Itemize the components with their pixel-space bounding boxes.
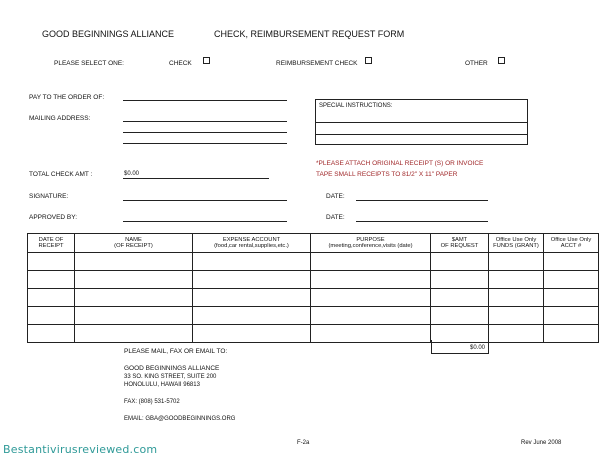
table-cell[interactable] — [489, 325, 544, 343]
instructions-line — [316, 134, 527, 135]
watermark: Bestantivirusreviewed.com — [3, 443, 158, 456]
email-address: EMAIL: GBA@GOODBEGINNINGS.ORG — [124, 416, 236, 422]
option-reimbursement-label: REIMBURSEMENT CHECK — [276, 60, 358, 67]
table-row — [28, 307, 599, 325]
approved-date-line[interactable] — [356, 221, 488, 222]
table-cell[interactable] — [193, 307, 311, 325]
table-cell[interactable] — [311, 271, 431, 289]
table-cell[interactable] — [75, 307, 193, 325]
date-label: DATE: — [326, 214, 345, 221]
special-instructions-label: SPECIAL INSTRUCTIONS: — [319, 103, 393, 109]
col-amount: $AMT OF REQUEST — [431, 234, 489, 253]
table-cell[interactable] — [75, 253, 193, 271]
pay-to-line[interactable] — [123, 100, 287, 101]
approved-by-line[interactable] — [123, 221, 287, 222]
table-cell[interactable] — [193, 289, 311, 307]
address-line-1: GOOD BEGINNINGS ALLIANCE — [124, 365, 220, 372]
table-cell[interactable] — [311, 307, 431, 325]
check-checkbox[interactable] — [203, 57, 210, 64]
form-number: F-2a — [297, 440, 310, 446]
org-name: GOOD BEGINNINGS ALLIANCE — [42, 29, 175, 39]
pay-to-label: PAY TO THE ORDER OF: — [29, 94, 105, 101]
table-cell[interactable] — [431, 289, 489, 307]
address-line-2: 33 SO. KING STREET, SUITE 200 — [124, 374, 217, 380]
instructions-line — [316, 122, 527, 123]
date-label: DATE: — [326, 193, 345, 200]
signature-line[interactable] — [123, 200, 287, 201]
table-cell[interactable] — [28, 325, 75, 343]
table-cell[interactable] — [75, 325, 193, 343]
total-check-value: $0.00 — [124, 171, 140, 177]
table-cell[interactable] — [544, 253, 599, 271]
col-date-of-receipt: DATE OF RECEIPT — [28, 234, 75, 253]
form-title: CHECK, REIMBURSEMENT REQUEST FORM — [214, 29, 405, 39]
fax-number: FAX: (808) 531-5702 — [124, 399, 180, 405]
table-cell[interactable] — [193, 325, 311, 343]
option-other-label: OTHER — [465, 60, 488, 67]
mailing-line-2[interactable] — [123, 132, 287, 133]
table-cell[interactable] — [489, 271, 544, 289]
total-check-line[interactable] — [123, 178, 269, 179]
total-check-label: TOTAL CHECK AMT : — [29, 171, 93, 178]
revision-date: Rev June 2008 — [521, 440, 562, 446]
receipt-note: *PLEASE ATTACH ORIGINAL RECEIPT (S) OR INVOICE — [316, 160, 484, 167]
table-cell[interactable] — [431, 253, 489, 271]
table-cell[interactable] — [75, 271, 193, 289]
signature-label: SIGNATURE: — [29, 193, 69, 200]
mail-to-label: PLEASE MAIL, FAX OR EMAIL TO: — [124, 348, 228, 355]
col-acct: Office Use Only ACCT # — [544, 234, 599, 253]
expense-table — [27, 233, 599, 343]
approved-by-label: APPROVED BY: — [29, 214, 78, 221]
table-cell[interactable] — [544, 271, 599, 289]
table-row — [28, 271, 599, 289]
table-cell[interactable] — [311, 289, 431, 307]
table-cell[interactable] — [311, 253, 431, 271]
option-check-label: CHECK — [169, 60, 192, 67]
table-row — [28, 253, 599, 271]
address-line-3: HONOLULU, HAWAII 96813 — [124, 382, 200, 388]
tape-note: TAPE SMALL RECEIPTS TO 81/2" X 11" PAPER — [316, 171, 458, 178]
table-header-row — [28, 234, 599, 253]
col-expense-account: EXPENSE ACCOUNT (food,car rental,supplies,etc.) — [193, 234, 311, 253]
table-cell[interactable] — [544, 325, 599, 343]
table-row — [28, 325, 599, 343]
table-cell[interactable] — [193, 253, 311, 271]
table-cell[interactable] — [544, 289, 599, 307]
col-purpose: PURPOSE (meeting,conference,visits (date) — [311, 234, 431, 253]
table-cell[interactable] — [489, 253, 544, 271]
table-cell[interactable] — [431, 271, 489, 289]
col-name: NAME (OF RECEIPT) — [75, 234, 193, 253]
table-row — [28, 289, 599, 307]
mailing-line-1[interactable] — [123, 121, 287, 122]
amount-total-box: $0.00 — [431, 340, 489, 354]
signature-date-line[interactable] — [356, 200, 488, 201]
special-instructions-box[interactable] — [315, 99, 528, 145]
select-label: PLEASE SELECT ONE: — [54, 60, 124, 67]
table-cell[interactable] — [193, 271, 311, 289]
table-cell[interactable] — [28, 271, 75, 289]
table-cell[interactable] — [544, 307, 599, 325]
table-cell[interactable] — [431, 307, 489, 325]
table-cell[interactable] — [28, 307, 75, 325]
table-cell[interactable] — [28, 289, 75, 307]
table-cell[interactable] — [75, 289, 193, 307]
mailing-line-3[interactable] — [123, 143, 287, 144]
reimbursement-checkbox[interactable] — [365, 57, 372, 64]
other-checkbox[interactable] — [498, 57, 505, 64]
table-cell[interactable] — [489, 289, 544, 307]
col-funds-grant: Office Use Only FUNDS (GRANT) — [489, 234, 544, 253]
mailing-address-label: MAILING ADDRESS: — [29, 115, 91, 122]
table-cell[interactable] — [311, 325, 431, 343]
table-cell[interactable] — [28, 253, 75, 271]
table-cell[interactable] — [489, 307, 544, 325]
